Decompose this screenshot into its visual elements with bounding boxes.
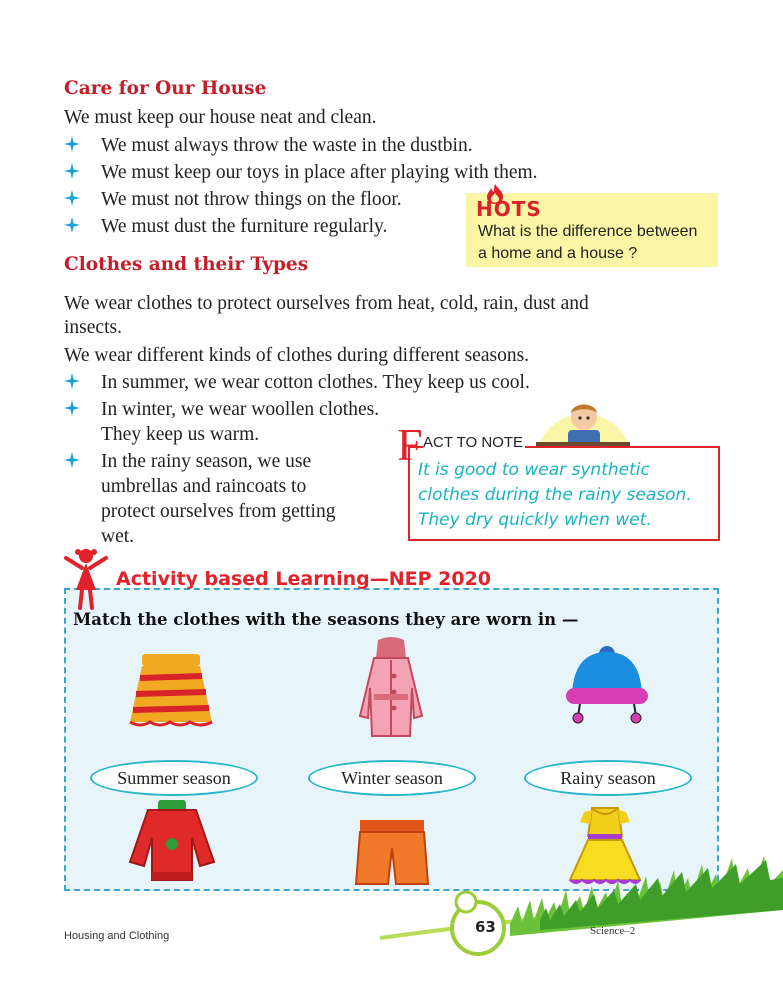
fact-initial: F: [397, 419, 423, 470]
heading-clothes-types: Clothes and their Types: [64, 254, 309, 275]
raincoat-icon: [352, 636, 430, 742]
star-bullet-icon: [64, 163, 80, 179]
star-bullet-icon: [64, 373, 80, 389]
footer-chapter: Housing and Clothing: [64, 930, 170, 942]
hots-title: HOTS: [476, 197, 542, 221]
star-bullet-icon: [64, 190, 80, 206]
star-bullet-icon: [64, 217, 80, 233]
hots-box: [466, 193, 718, 267]
page-number: 63: [475, 918, 496, 936]
footer-subject: Science–2: [590, 925, 636, 937]
thinking-boy-icon: [530, 392, 635, 448]
woollen-cap-icon: [560, 644, 654, 724]
intro-text: We must keep our house neat and clean.: [64, 107, 377, 128]
paragraph-clothes-protect: We wear clothes to protect ourselves from heat, cold, rain, dust and insects.: [64, 293, 589, 338]
heading-care-for-house: Care for Our House: [64, 78, 267, 99]
season-summer[interactable]: Summer season: [90, 760, 258, 796]
paragraph-seasons: We wear different kinds of clothes during different seasons.: [64, 345, 530, 366]
fact-title: ACT TO NOTE: [423, 434, 524, 451]
star-bullet-icon: [64, 136, 80, 152]
star-bullet-icon: [64, 452, 80, 468]
grass-decoration: [360, 850, 783, 1000]
activity-question: Match the clothes with the seasons they are worn in —: [73, 610, 579, 629]
season-rainy[interactable]: Rainy season: [524, 760, 692, 796]
skirt-icon: [128, 650, 214, 728]
season-winter[interactable]: Winter season: [308, 760, 476, 796]
star-bullet-icon: [64, 400, 80, 416]
sweater-icon: [126, 798, 218, 882]
fact-text: It is good to wear synthetic clothes during the rainy season. They dry quickly when wet.: [418, 460, 692, 530]
hots-question: What is the difference between a home and a house ?: [478, 223, 698, 262]
dancing-girl-icon: [62, 546, 110, 610]
activity-title: Activity based Learning—NEP 2020: [116, 568, 492, 590]
